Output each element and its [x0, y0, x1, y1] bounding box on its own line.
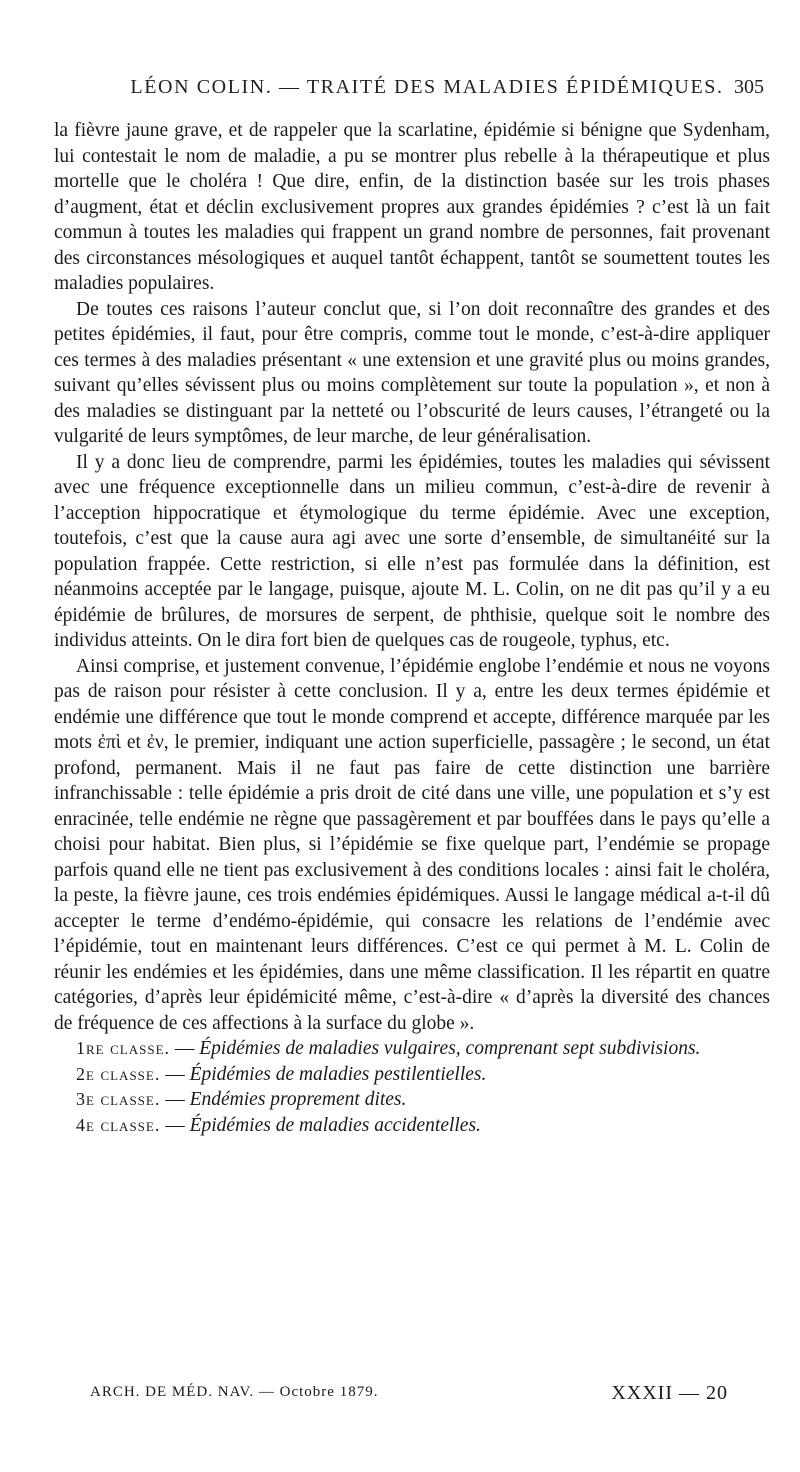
class-title: Épidémies de maladies accidentelles. — [189, 1114, 481, 1136]
signature-mark: XXXII — 20 — [611, 1382, 728, 1404]
class-item-4 — [54, 1113, 770, 1139]
class-label: 2e classe. — [76, 1063, 161, 1084]
page-header — [90, 76, 764, 110]
journal-citation: ARCH. DE MÉD. NAV. — Octobre 1879. — [90, 1384, 379, 1400]
class-item-3 — [54, 1087, 770, 1113]
class-label: 1re classe. — [76, 1038, 171, 1058]
class-label: 3e classe. — [76, 1089, 161, 1109]
paragraph-4: Ainsi comprise, et justement convenue, l’épidémie englobe l’endémie et nous ne voyons pas de raison pour résister à cette conclusion. Il y a, entre les deux termes épidémie et endémie une différence que tout le monde comprend et accepte, différence marquée par les mots ἐπὶ et ἐν, le premier, indiquant une action superficielle, passagère ; le second, un état profond, permanent. Mais il ne faut pas faire de cette distinction une barrière infranchissable : telle épidémie a pris droit de cité dans une ville, une population et s’y est enracinée, telle endémie ne règne que passagèrement et par bouffées dans le pays qu’elle a choisi pour habitat. Bien plus, si l’épidémie se fixe quelque part, l’endémie se propage parfois quand elle ne tient pas exclusivement à des conditions locales : ainsi fait le choléra, la peste, la fièvre jaune, ces trois endémies épidémiques. Aussi le langage médical a-t-il dû accepter le terme d’endémo-épidémie, qui consacre les relations de l’endémie avec l’épidémie, tout en maintenant leurs différences. C’est ce qui permet à M. L. Colin de réunir les endémies et les épidémies, dans une même classification. Il les répartit en quatre catégories, d’après leur épidémicité même, c’est-à-dire « d’après la diversité des chances de fréquence de ces affections à la surface du globe ». — [54, 655, 770, 1034]
page-number: 305 — [734, 76, 764, 98]
running-title: LÉON COLIN. — TRAITÉ DES MALADIES ÉPIDÉMIQUES. — [130, 76, 724, 98]
separator: — — [160, 1114, 190, 1136]
class-title: Endémies proprement dites. — [189, 1089, 407, 1110]
separator: — — [160, 1063, 190, 1085]
class-title: Épidémies de maladies vulgaires, comprenant sept subdivisions. — [199, 1038, 701, 1059]
class-item-2 — [54, 1062, 770, 1088]
page-footer — [90, 1384, 728, 1414]
paragraph-1: la fièvre jaune grave, et de rappeler que la scarlatine, épidémie si bénigne que Sydenham, lui contestait le nom de maladie, a pu se montrer plus rebelle à la thérapeutique et plus mortelle que le choléra ! Que dire, enfin, de la distinction basée sur les trois phases d’augment, état et déclin exclusivement propres aux grandes épidémies ? c’est là un fait commun à toutes les maladies qui frappent un grand nombre de personnes, fait provenant des circonstances mésologiques et auquel tantôt échappent, tantôt se soumettent toutes les maladies populaires. — [54, 120, 770, 294]
body-text — [54, 118, 770, 1138]
paragraph-2: De toutes ces raisons l’auteur conclut que, si l’on doit reconnaître des grandes et des petites épidémies, il faut, pour être compris, comme tout le monde, c’est-à-dire appliquer ces termes à des maladies présentant « une extension et une gravité plus ou moins grandes, suivant qu’elles sévissent plus ou moins complètement sur toute la population », et non à des maladies se distinguant par la netteté ou l’obscurité de leurs causes, l’étrangeté ou la vulgarité de leurs symptômes, de leur marche, de leur généralisation. — [54, 298, 770, 447]
separator: — — [160, 1089, 190, 1110]
class-title: Épidémies de maladies pestilentielles. — [189, 1063, 487, 1085]
separator: — — [170, 1038, 200, 1059]
paragraph-3: Il y a donc lieu de comprendre, parmi les épidémies, toutes les maladies qui sévissent avec une fréquence exceptionnelle dans un milieu commun, c’est-à-dire de revenir à l’acception hippocratique et étymologique du terme épidémie. Avec une exception, toutefois, c’est que la cause aura agi avec une sorte d’ensemble, de simultanéité sur la population frappée. Cette restriction, si elle n’est pas formulée dans la définition, est néanmoins acceptée par le langage, puisque, ajoute M. L. Colin, on ne dit pas qu’il y a eu épidémie de brûlures, de morsures de serpent, de phthisie, quelque soit le nombre des individus atteints. On le dira fort bien de quelques cas de rougeole, typhus, etc. — [54, 451, 770, 651]
class-item-1 — [54, 1036, 770, 1062]
class-label: 4e classe. — [76, 1114, 161, 1135]
classification-list — [54, 1036, 770, 1138]
